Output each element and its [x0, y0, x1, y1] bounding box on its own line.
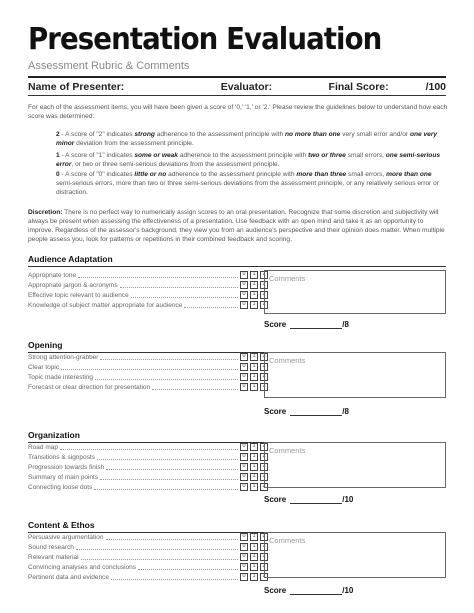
score-box-1[interactable]: 1: [250, 553, 258, 561]
score-box-0[interactable]: 0: [240, 291, 248, 299]
rubric-item: Relevant material 0 1 2: [28, 552, 268, 562]
page-title: Presentation Evaluation: [28, 22, 382, 57]
scale-0: 0 - A score of "0" indicates little or no adherence to the assessment principle with more than three small errors, more than one semi-serious errors, more than two or three semi-serious deviations from the assessment principle, or any relatively serious error or distraction.: [56, 171, 439, 196]
rubric-item: Progression towards finish 0 1 2: [28, 462, 268, 472]
rubric-item: Clear topic 0 1 2: [28, 362, 268, 372]
discretion-text: Discretion: There is no perfect way to numerically assign scores to an oral presentation. Recognize that some discretion and subjectivity will always be present when assessing the effectiveness of a presentation. Use feedback with an open mind and take it as an opportunity to improve. Regardless of the assessor's background, they view you from an audience's perspective and their opinion does matter. When multiple people assess you, look for patterns or repetitions in their combined feedback and scoring.: [28, 209, 445, 243]
score-box-0[interactable]: 0: [240, 301, 248, 309]
score-box-0[interactable]: 0: [240, 353, 248, 361]
score-box-0[interactable]: 0: [240, 463, 248, 471]
score-box-1[interactable]: 1: [250, 281, 258, 289]
score-box-0[interactable]: 0: [240, 443, 248, 451]
final-score-total: /100: [425, 81, 446, 93]
score-box-1[interactable]: 1: [250, 443, 258, 451]
final-score-label: Final Score:: [328, 81, 389, 93]
score-box-2[interactable]: 2: [260, 373, 268, 381]
section-score: Score /10: [264, 586, 354, 595]
score-box-0[interactable]: 0: [240, 533, 248, 541]
score-input[interactable]: [290, 496, 342, 504]
section-opening: [28, 340, 446, 420]
rubric-item: Sound research 0 1 2: [28, 542, 268, 552]
intro-text: For each of the assessment items, you will have been given a score of '0,' '1,' or '2.' Please review the guidelines below to understand how each score was determined:: [28, 104, 448, 120]
rubric-item: Topic made interesting 0 1 2: [28, 372, 268, 382]
final-score-field[interactable]: [329, 81, 446, 93]
section-score: Score /10: [264, 495, 354, 504]
score-box-0[interactable]: 0: [240, 563, 248, 571]
score-box-2[interactable]: 2: [260, 443, 268, 451]
section-title: Opening: [28, 340, 63, 350]
scale-2: 2 - A score of "2" indicates strong adherence to the assessment principle with no more than one very small error and/or one very minor deviation from the assessment principle.: [56, 131, 438, 147]
score-box-1[interactable]: 1: [250, 353, 258, 361]
rubric-item: Convincing analyses and conclusions 0 1 2: [28, 562, 268, 572]
score-box-0[interactable]: 0: [240, 281, 248, 289]
score-box-2[interactable]: 2: [260, 281, 268, 289]
score-box-2[interactable]: 2: [260, 291, 268, 299]
score-box-0[interactable]: 0: [240, 363, 248, 371]
rubric-item: Pertinent data and evidence 0 1 2: [28, 572, 268, 582]
score-box-1[interactable]: 1: [250, 453, 258, 461]
rubric-item: Forecast or clear direction for presentation 0 1 2: [28, 382, 268, 392]
section-content-ethos: [28, 520, 446, 610]
score-box-0[interactable]: 0: [240, 453, 248, 461]
rubric-item: Appropriate jargon & acronyms 0 1 2: [28, 280, 268, 290]
comments-box[interactable]: [264, 442, 446, 488]
rubric-item: Connecting loose dots 0 1 2: [28, 482, 268, 492]
score-box-1[interactable]: 1: [250, 301, 258, 309]
comments-box[interactable]: [264, 352, 446, 398]
comments-box[interactable]: [264, 270, 446, 314]
score-box-0[interactable]: 0: [240, 483, 248, 491]
score-box-1[interactable]: 1: [250, 463, 258, 471]
section-organization: [28, 430, 446, 510]
rubric-item: Road map 0 1 2: [28, 442, 268, 452]
score-box-1[interactable]: 1: [250, 473, 258, 481]
score-box-0[interactable]: 0: [240, 271, 248, 279]
score-input[interactable]: [290, 587, 342, 595]
header-rule-top: [28, 76, 446, 78]
score-box-1[interactable]: 1: [250, 383, 258, 391]
score-box-2[interactable]: 2: [260, 553, 268, 561]
score-box-2[interactable]: 2: [260, 483, 268, 491]
score-box-2[interactable]: 2: [260, 543, 268, 551]
score-box-2[interactable]: 2: [260, 353, 268, 361]
score-box-2[interactable]: 2: [260, 573, 268, 581]
rubric-item: Knowledge of subject matter appropriate for audience 0 1 2: [28, 300, 268, 310]
section-score: Score /8: [264, 407, 349, 416]
comments-box[interactable]: [264, 532, 446, 578]
evaluator-field[interactable]: Evaluator:: [220, 81, 273, 93]
score-box-2[interactable]: 2: [260, 473, 268, 481]
rubric-item: Strong attention-grabber 0 1 2: [28, 352, 268, 362]
comments-label: Comments: [269, 274, 306, 283]
score-box-2[interactable]: 2: [260, 453, 268, 461]
score-input[interactable]: [290, 321, 342, 329]
score-box-1[interactable]: 1: [250, 563, 258, 571]
score-box-1[interactable]: 1: [250, 291, 258, 299]
score-box-1[interactable]: 1: [250, 533, 258, 541]
score-input[interactable]: [290, 408, 342, 416]
score-box-1[interactable]: 1: [250, 573, 258, 581]
score-box-1[interactable]: 1: [250, 373, 258, 381]
score-box-1[interactable]: 1: [250, 543, 258, 551]
score-box-2[interactable]: 2: [260, 533, 268, 541]
rubric-item: Effective topic relevant to audience 0 1 2: [28, 290, 268, 300]
score-box-1[interactable]: 1: [250, 271, 258, 279]
rubric-item: Summary of main points 0 1 2: [28, 472, 268, 482]
score-box-0[interactable]: 0: [240, 573, 248, 581]
rubric-item: Transitions & signposts 0 1 2: [28, 452, 268, 462]
score-box-2[interactable]: 2: [260, 463, 268, 471]
score-box-2[interactable]: 2: [260, 363, 268, 371]
section-audience-adaptation: [28, 254, 446, 334]
score-box-0[interactable]: 0: [240, 383, 248, 391]
comments-label: Comments: [269, 536, 306, 545]
info-row: [28, 81, 446, 93]
section-title: Audience Adaptation: [28, 254, 113, 264]
score-box-2[interactable]: 2: [260, 383, 268, 391]
score-box-2[interactable]: 2: [260, 271, 268, 279]
section-title: Organization: [28, 430, 80, 440]
rubric-item: Persuasive argumentation 0 1 2: [28, 532, 268, 542]
section-rule: [28, 266, 446, 267]
page-subtitle: Assessment Rubric & Comments: [28, 60, 190, 72]
section-score: Score /8: [264, 320, 349, 329]
presenter-field[interactable]: Name of Presenter:: [28, 81, 125, 93]
comments-label: Comments: [269, 446, 306, 455]
score-box-1[interactable]: 1: [250, 363, 258, 371]
rubric-item: Appropriate tone 0 1 2: [28, 270, 268, 280]
score-box-2[interactable]: 2: [260, 563, 268, 571]
comments-label: Comments: [269, 356, 306, 365]
score-box-0[interactable]: 0: [240, 543, 248, 551]
section-title: Content & Ethos: [28, 520, 95, 530]
score-box-2[interactable]: 2: [260, 301, 268, 309]
score-box-0[interactable]: 0: [240, 473, 248, 481]
score-box-0[interactable]: 0: [240, 553, 248, 561]
score-box-0[interactable]: 0: [240, 373, 248, 381]
header-rule-bottom: [28, 95, 446, 96]
score-box-1[interactable]: 1: [250, 483, 258, 491]
scale-1: 1 - A score of "1" indicates some or weak adherence to the assessment principle with two or three small errors, one semi-serious error, or two or three semi-serious deviations from the assessment principle.: [56, 152, 441, 168]
